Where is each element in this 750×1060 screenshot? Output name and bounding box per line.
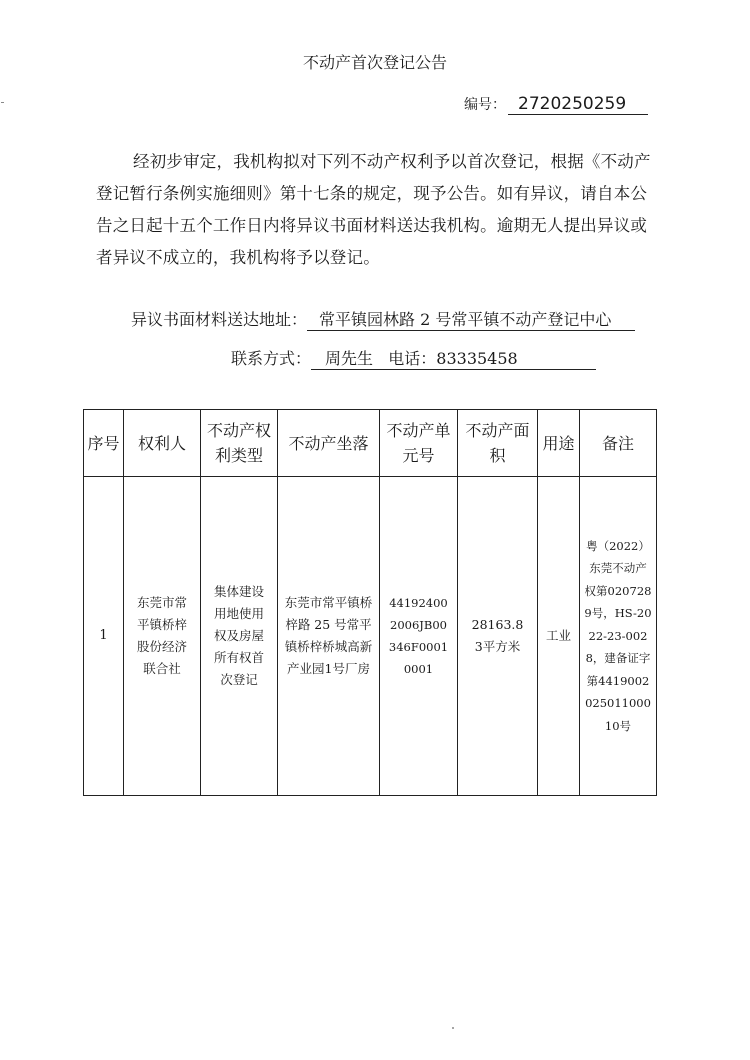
cell-right-type-text: 集体建设用地使用权及房屋所有权首次登记	[213, 584, 264, 687]
header-remarks: 备注	[580, 410, 657, 477]
serial-label: 编号：	[464, 97, 506, 113]
header-unit-no	[380, 410, 458, 477]
cell-area-text: 28163.83平方米	[471, 617, 524, 654]
cell-no: 1	[84, 477, 124, 796]
scan-mark	[452, 1027, 454, 1029]
contact-value: 周先生 电话：83335458	[311, 346, 596, 370]
cell-location-text: 东莞市常平镇桥梓路 25 号常平镇桥梓桥城高新产业园1号厂房	[284, 595, 373, 676]
cell-use: 工业	[538, 477, 580, 796]
notice-line: 告之日起十五个工作日内将异议书面材料送达我机构。逾期无人提出异议或	[96, 216, 648, 235]
page-title: 不动产首次登记公告	[302, 53, 447, 72]
cell-remarks-text: 粤（2022）东莞不动产权第0207289号，HS-2022-23-0028，建备证字第441900202501100010号	[584, 538, 652, 733]
header-location: 不动产坐落	[278, 410, 380, 477]
header-right-type	[201, 410, 278, 477]
header-owner: 权利人	[124, 410, 201, 477]
serial-value: 2720250259	[508, 94, 648, 115]
cell-owner-text: 东莞市常平镇桥梓股份经济联合社	[136, 595, 187, 676]
objection-address	[131, 307, 635, 331]
cell-remarks	[580, 477, 657, 796]
cell-area	[458, 477, 538, 796]
cell-owner	[124, 477, 201, 796]
property-table	[83, 409, 657, 796]
serial-number	[464, 94, 648, 115]
header-no: 序号	[84, 410, 124, 477]
scan-mark	[1, 102, 4, 103]
notice-line: 经初步审定，我机构拟对下列不动产权利予以首次登记，根据《不动产	[133, 152, 651, 171]
header-area	[458, 410, 538, 477]
cell-unit-no	[380, 477, 458, 796]
table-row	[84, 477, 657, 796]
notice-line: 登记暂行条例实施细则》第十七条的规定，现予公告。如有异议，请自本公	[96, 184, 648, 203]
cell-unit-no-text: 441924002006JB00346F00010001	[388, 596, 449, 676]
table-header-row	[84, 410, 657, 477]
cell-location	[278, 477, 380, 796]
header-unit-no-text: 不动产单元号	[386, 421, 451, 465]
header-area-text: 不动产面积	[465, 421, 530, 465]
address-label: 异议书面材料送达地址：	[131, 310, 308, 329]
contact-label: 联系方式：	[231, 349, 312, 368]
address-value: 常平镇园林路 2 号常平镇不动产登记中心	[307, 307, 635, 331]
cell-right-type	[201, 477, 278, 796]
notice-body	[96, 146, 669, 274]
header-use: 用途	[538, 410, 580, 477]
header-right-type-text: 不动产权利类型	[206, 421, 271, 465]
notice-line: 者异议不成立的，我机构将予以登记。	[96, 248, 380, 267]
contact-info	[231, 346, 596, 370]
